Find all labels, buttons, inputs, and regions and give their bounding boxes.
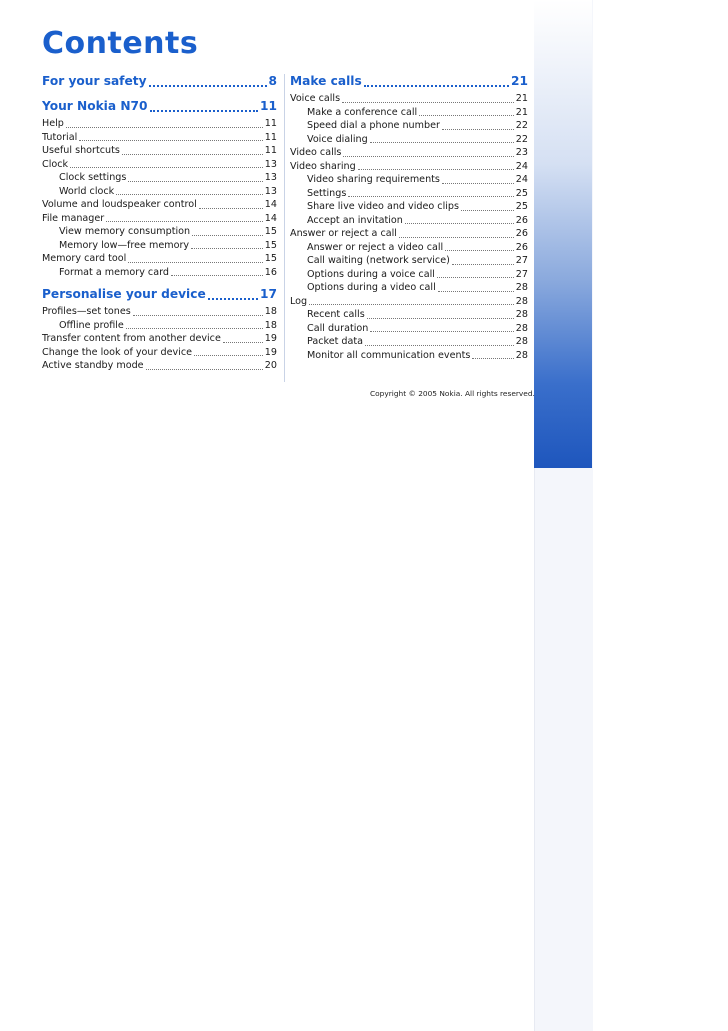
toc-page-number: 18: [264, 319, 277, 331]
toc-entry-label: For your safety: [42, 74, 147, 88]
toc-entry-label: Log: [290, 295, 308, 307]
toc-entry-link[interactable]: [42, 225, 277, 239]
toc-entry-link[interactable]: [42, 212, 277, 226]
dot-leader: [194, 355, 263, 356]
toc-page-number: 11: [264, 145, 277, 156]
toc-entry-link[interactable]: [290, 173, 528, 187]
toc-entry-link[interactable]: [42, 346, 277, 360]
toc-entry-link[interactable]: [290, 295, 528, 309]
dot-leader: [367, 318, 514, 319]
toc-entry-label: Answer or reject a call: [290, 228, 397, 239]
toc-entry-label: Profiles—set tones: [42, 306, 131, 317]
toc-entry-link[interactable]: [290, 227, 528, 241]
toc-entry-link[interactable]: [42, 171, 277, 185]
dot-leader: [191, 248, 263, 249]
toc-entry-link[interactable]: [42, 239, 277, 253]
toc-entry-link[interactable]: [290, 322, 528, 336]
toc-page-number: 27: [515, 268, 528, 280]
toc-entry-link[interactable]: [290, 119, 528, 133]
toc-page-number: 21: [515, 93, 528, 104]
dot-leader: [309, 304, 514, 305]
toc-page-number: 11: [264, 131, 277, 143]
dot-leader: [66, 127, 263, 128]
toc-entry-link[interactable]: [42, 359, 277, 373]
dot-leader: [419, 115, 514, 116]
toc-entry-label: Your Nokia N70: [42, 99, 148, 113]
toc-page-number: 28: [515, 295, 528, 307]
toc-page-number: 21: [511, 74, 528, 88]
dot-leader: [133, 315, 263, 316]
toc-entry-label: Accept an invitation: [307, 214, 403, 226]
toc-page-number: 11: [264, 118, 277, 129]
toc-entry-label: Personalise your device: [42, 287, 206, 301]
toc-entry-label: Voice calls: [290, 93, 341, 104]
toc-entry-label: Change the look of your device: [42, 346, 193, 358]
toc-entry-label: Useful shortcuts: [42, 145, 120, 156]
toc-entry-label: Options during a voice call: [307, 268, 435, 280]
toc-page-number: 11: [260, 99, 277, 113]
toc-entry-label: Video sharing requirements: [307, 174, 440, 185]
toc-chapter-link[interactable]: [42, 72, 277, 91]
toc-entry-label: Active standby mode: [42, 360, 144, 371]
dot-leader: [405, 223, 514, 224]
toc-page-number: 16: [264, 266, 277, 278]
toc-page-number: 24: [515, 174, 528, 185]
toc-entry-label: Memory card tool: [42, 253, 127, 264]
dot-leader: [452, 264, 514, 265]
toc-entry-label: Options during a video call: [307, 282, 436, 293]
toc-page-number: 24: [515, 160, 528, 172]
toc-page-number: 19: [264, 333, 277, 344]
toc-page-number: 14: [264, 212, 277, 224]
toc-entry-link[interactable]: [290, 241, 528, 255]
toc-page-number: 13: [264, 158, 277, 170]
toc-entry-link[interactable]: [290, 146, 528, 160]
dot-leader: [146, 369, 263, 370]
toc-page-number: 17: [260, 287, 277, 301]
toc-page-number: 28: [515, 282, 528, 293]
dot-leader: [461, 210, 514, 211]
toc-entry-link[interactable]: [42, 158, 277, 172]
toc-entry-link[interactable]: [290, 200, 528, 214]
toc-entry-link[interactable]: [42, 305, 277, 319]
toc-entry-label: Memory low—free memory: [59, 239, 190, 251]
toc-entry-label: Call waiting (network service): [307, 255, 450, 266]
toc-entry-label: Call duration: [307, 322, 369, 334]
dot-leader: [472, 358, 513, 359]
toc-page-number: 26: [515, 214, 528, 226]
dot-leader: [128, 181, 262, 182]
toc-chapter-link[interactable]: [290, 72, 528, 91]
toc-left-column: [42, 70, 277, 373]
dot-leader: [208, 298, 258, 300]
toc-entry-label: Recent calls: [307, 309, 365, 320]
dot-leader: [442, 129, 514, 130]
toc-entry-label: Speed dial a phone number: [307, 120, 440, 131]
toc-entry-link[interactable]: [290, 254, 528, 268]
side-band-gradient: [534, 0, 592, 468]
toc-entry-link[interactable]: [290, 133, 528, 147]
toc-chapter-link[interactable]: [42, 285, 277, 304]
toc-entry-link[interactable]: [290, 349, 528, 363]
toc-page-number: 19: [264, 346, 277, 358]
toc-entry-label: Monitor all communication events: [307, 349, 471, 361]
toc-page-number: 15: [264, 253, 277, 264]
toc-entry-label: Format a memory card: [59, 266, 169, 278]
toc-entry-link[interactable]: [42, 131, 277, 145]
toc-page-number: 23: [515, 147, 528, 158]
toc-entry-link[interactable]: [42, 266, 277, 280]
dot-leader: [365, 345, 514, 346]
toc-page-number: 25: [515, 201, 528, 212]
dot-leader: [437, 277, 514, 278]
toc-page-number: 15: [264, 239, 277, 251]
page-title: Contents: [42, 26, 199, 61]
toc-entry-label: View memory consumption: [59, 226, 191, 237]
dot-leader: [116, 194, 263, 195]
toc-entry-label: Tutorial: [42, 131, 78, 143]
toc-page-number: 15: [264, 226, 277, 237]
dot-leader: [343, 156, 513, 157]
dot-leader: [106, 221, 263, 222]
toc-page-number: 13: [264, 185, 277, 197]
toc-page-number: 21: [515, 106, 528, 118]
toc-entry-link[interactable]: [290, 92, 528, 106]
toc-entry-link[interactable]: [290, 281, 528, 295]
toc-entry-link[interactable]: [42, 198, 277, 212]
dot-leader: [442, 183, 514, 184]
toc-page-number: 26: [515, 241, 528, 253]
toc-entry-link[interactable]: [290, 106, 528, 120]
toc-entry-link[interactable]: [290, 335, 528, 349]
toc-entry-label: Video sharing: [290, 160, 356, 172]
toc-page-number: 26: [515, 228, 528, 239]
toc-entry-label: Share live video and video clips: [307, 201, 459, 212]
toc-entry-label: Offline profile: [59, 319, 124, 331]
toc-chapter-link[interactable]: [42, 97, 277, 116]
toc-page-number: 14: [264, 199, 277, 210]
dot-leader: [199, 208, 263, 209]
dot-leader: [342, 102, 514, 103]
dot-leader: [70, 167, 263, 168]
toc-page-number: 28: [515, 309, 528, 320]
toc-entry-label: World clock: [59, 185, 115, 197]
toc-page-number: 13: [264, 172, 277, 183]
toc-page-number: 28: [515, 336, 528, 347]
toc-entry-link[interactable]: [290, 214, 528, 228]
toc-entry-label: Packet data: [307, 336, 364, 347]
column-divider: [284, 74, 285, 382]
toc-entry-link[interactable]: [42, 144, 277, 158]
dot-leader: [128, 262, 262, 263]
dot-leader: [149, 85, 267, 87]
toc-entry-label: Answer or reject a video call: [307, 241, 444, 253]
toc-page-number: 18: [264, 306, 277, 317]
toc-entry-label: Video calls: [290, 147, 342, 158]
toc-entry-label: Clock: [42, 158, 69, 170]
toc-entry-link[interactable]: [42, 117, 277, 131]
dot-leader: [399, 237, 514, 238]
toc-entry-label: Transfer content from another device: [42, 333, 221, 344]
toc-page-number: 28: [515, 322, 528, 334]
toc-page-number: 28: [515, 349, 528, 361]
toc-page-number: 22: [515, 120, 528, 131]
dot-leader: [171, 275, 263, 276]
toc-entry-label: Clock settings: [59, 172, 127, 183]
toc-page-number: 25: [515, 187, 528, 199]
toc-entry-link[interactable]: [42, 252, 277, 266]
toc-entry-link[interactable]: [42, 319, 277, 333]
toc-entry-link[interactable]: [290, 268, 528, 282]
dot-leader: [126, 328, 263, 329]
toc-entry-label: Volume and loudspeaker control: [42, 199, 197, 210]
toc-entry-label: Help: [42, 118, 64, 129]
dot-leader: [223, 342, 263, 343]
toc-entry-label: Voice dialing: [307, 133, 368, 145]
toc-entry-link[interactable]: [290, 187, 528, 201]
toc-entry-link[interactable]: [290, 160, 528, 174]
toc-page-number: 20: [264, 360, 277, 371]
toc-right-column: [290, 70, 528, 362]
dot-leader: [358, 169, 514, 170]
dot-leader: [122, 154, 263, 155]
dot-leader: [445, 250, 514, 251]
dot-leader: [364, 85, 509, 87]
toc-entry-label: Make a conference call: [307, 106, 418, 118]
toc-entry-label: Settings: [307, 187, 347, 199]
dot-leader: [192, 235, 263, 236]
toc-page-number: 27: [515, 255, 528, 266]
toc-page-number: 8: [268, 74, 277, 88]
dot-leader: [348, 196, 513, 197]
dot-leader: [370, 331, 513, 332]
toc-entry-link[interactable]: [290, 308, 528, 322]
dot-leader: [150, 110, 259, 112]
dot-leader: [79, 140, 263, 141]
dot-leader: [438, 291, 514, 292]
toc-entry-label: File manager: [42, 212, 105, 224]
toc-entry-label: Make calls: [290, 74, 362, 88]
dot-leader: [370, 142, 514, 143]
toc-entry-link[interactable]: [42, 332, 277, 346]
copyright-notice: Copyright © 2005 Nokia. All rights reserved.: [370, 389, 535, 398]
toc-page-number: 22: [515, 133, 528, 145]
toc-entry-link[interactable]: [42, 185, 277, 199]
